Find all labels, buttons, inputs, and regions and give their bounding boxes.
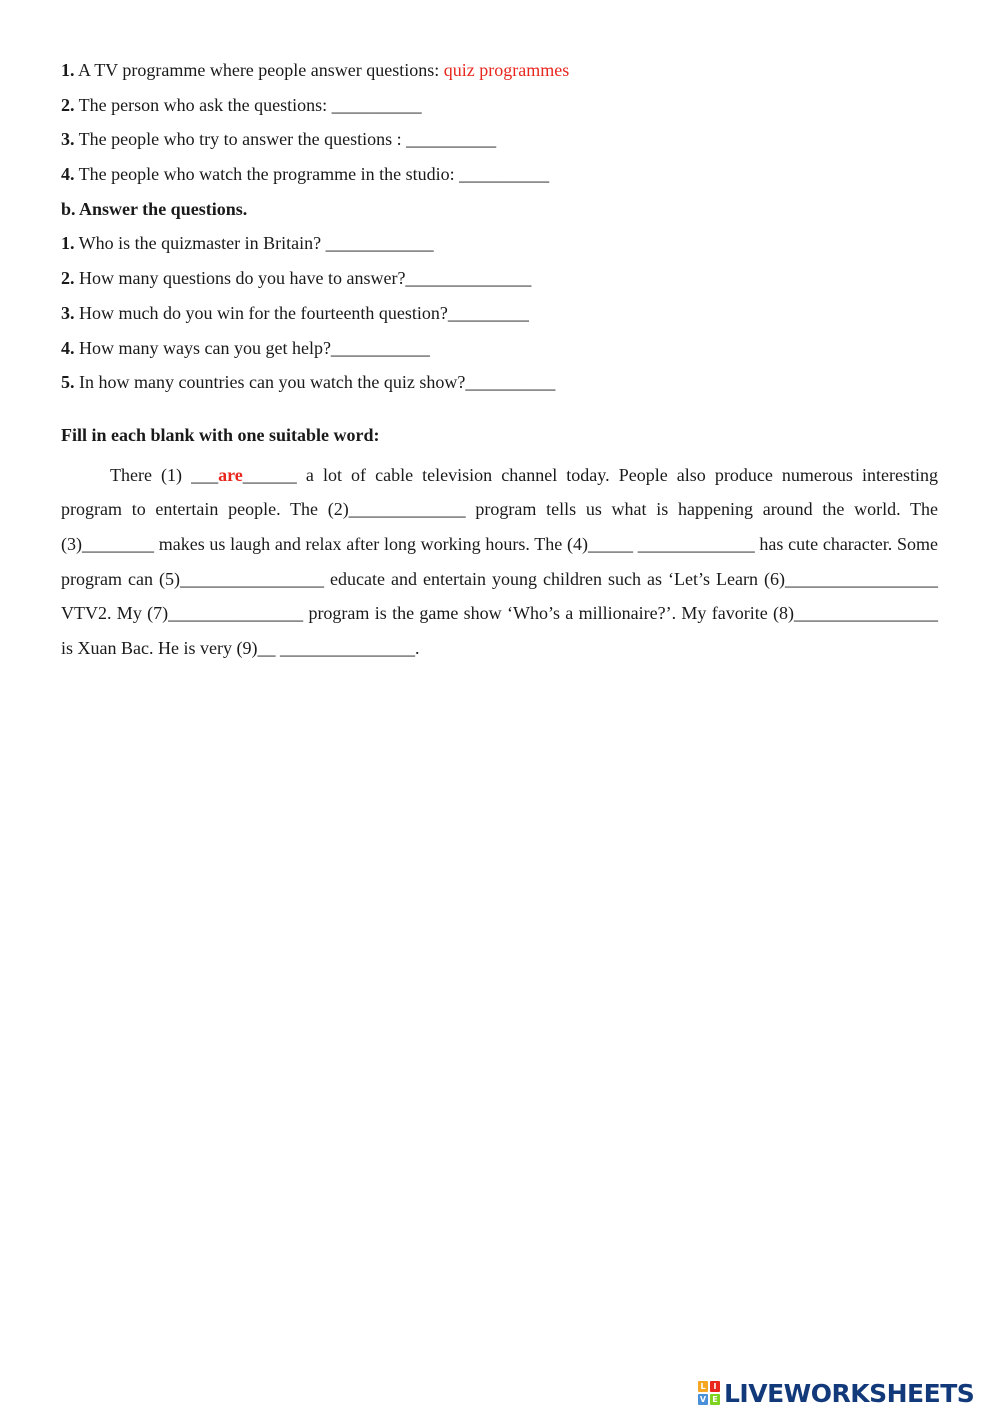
- question-number: 3.: [61, 129, 75, 150]
- question-number: 2.: [61, 268, 75, 289]
- answer-text: quiz programmes: [443, 60, 570, 80]
- logo-letter: V: [699, 1395, 707, 1404]
- question-text[interactable]: How many ways can you get help?___________: [74, 337, 430, 358]
- section-b-heading: b. Answer the questions.: [61, 198, 248, 219]
- spacer: [61, 405, 938, 423]
- question-a3: [61, 127, 938, 162]
- fill-answer: are: [218, 464, 243, 485]
- question-text: A TV programme where people answer questions:: [74, 60, 444, 80]
- question-number: 4.: [61, 337, 75, 358]
- logo-text: LIVEWORKSHEETS: [724, 1378, 975, 1408]
- question-text[interactable]: The people who try to answer the questions : __________: [74, 129, 497, 150]
- question-number: 5.: [61, 372, 75, 393]
- question-number: 1.: [61, 233, 75, 254]
- question-text[interactable]: How many questions do you have to answer?______________: [74, 268, 532, 289]
- logo-mark-icon: [698, 1381, 720, 1405]
- fill-post: ______ a lot of cable television channel today. People also produce numerous interesting program to entertain people. The (2)_____________ program tells us what is happening around the world. The (3)________ makes us laugh and relax after long working hours. The (4)_____ _____________ has cute character. Some program can (5)________________ educate and entertain young children such as ‘Let’s Learn (6)_________________ VTV2. My (7)_______________ program is the game show ‘Who’s a millionaire?’. My favorite (8)________________ is Xuan Bac. He is very (9)__ _______________.: [61, 464, 938, 659]
- question-text[interactable]: The person who ask the questions: __________: [74, 94, 422, 115]
- question-b2: [61, 266, 938, 301]
- fill-heading: Fill in each blank with one suitable word:: [61, 424, 380, 445]
- question-text[interactable]: Who is the quizmaster in Britain? ____________: [74, 233, 434, 254]
- question-number: 3.: [61, 302, 75, 323]
- section-b: [61, 197, 938, 405]
- question-b5: [61, 370, 938, 405]
- fill-pre: There (1) ___: [110, 464, 219, 485]
- question-b1: [61, 231, 938, 266]
- logo-letter: L: [698, 1381, 708, 1392]
- fill-paragraph[interactable]: [61, 458, 938, 666]
- section-a-list: [61, 58, 938, 197]
- question-number: 4.: [61, 164, 75, 185]
- question-a4: [61, 162, 938, 197]
- liveworksheets-logo: [698, 1378, 974, 1408]
- question-b4: [61, 336, 938, 371]
- worksheet-page: [61, 58, 938, 666]
- question-a1: [61, 58, 938, 93]
- question-text[interactable]: The people who watch the programme in the studio: __________: [74, 164, 550, 185]
- logo-letter: I: [710, 1381, 720, 1392]
- fill-section: [61, 423, 938, 666]
- question-text[interactable]: How much do you win for the fourteenth question?_________: [74, 302, 529, 323]
- logo-letter: E: [710, 1394, 720, 1405]
- question-a2: [61, 93, 938, 128]
- question-number: 1.: [61, 60, 75, 80]
- question-b3: [61, 301, 938, 336]
- question-number: 2.: [61, 94, 75, 115]
- question-text[interactable]: In how many countries can you watch the quiz show?__________: [74, 372, 556, 393]
